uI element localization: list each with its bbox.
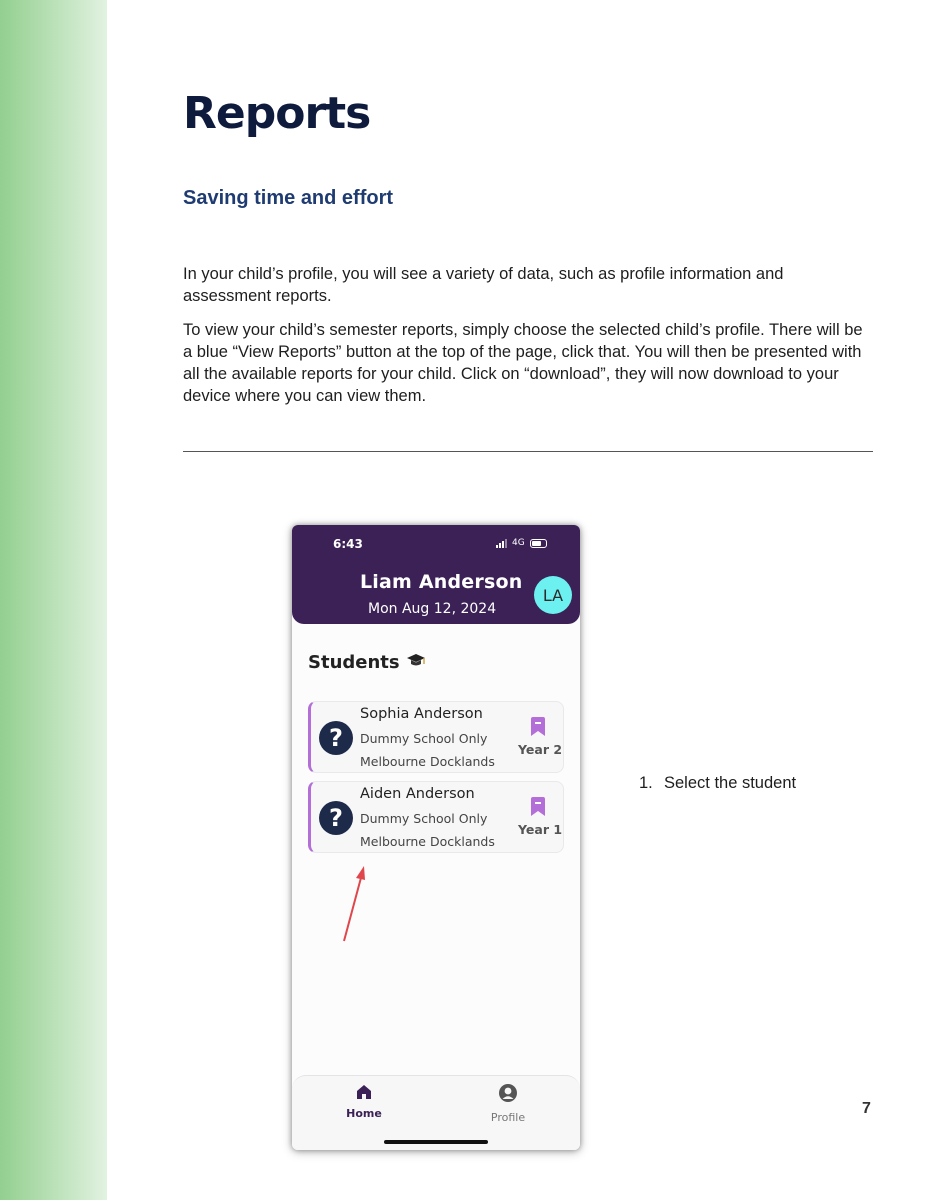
student-campus: Melbourne Docklands [360,834,495,849]
student-year: Year 1 [518,822,563,837]
help-circle-icon: ? [319,801,353,835]
bottom-nav [292,1075,580,1150]
help-circle-icon: ? [319,721,353,755]
student-school: Dummy School Only [360,731,488,746]
student-card-aiden[interactable] [308,781,564,853]
header-date: Mon Aug 12, 2024 [368,601,497,617]
status-indicators [496,538,547,548]
battery-icon [530,539,547,548]
students-heading-label: Students [308,652,400,673]
page-number: 7 [862,1100,871,1117]
page-title: Reports [183,88,371,139]
step-item [639,774,796,793]
student-school: Dummy School Only [360,811,488,826]
graduation-cap-icon [406,653,426,673]
decorative-side-band [0,0,107,1200]
nav-profile-label: Profile [490,1111,526,1124]
status-time: 6:43 [333,537,363,551]
student-campus: Melbourne Docklands [360,754,495,769]
annotation-arrow [332,860,372,945]
nav-home-label: Home [346,1107,382,1120]
student-name: Sophia Anderson [360,706,483,722]
user-circle-icon [498,1083,518,1103]
student-card-sophia[interactable] [308,701,564,773]
bookmark-icon [530,717,546,736]
steps-list [639,774,796,793]
signal-icon [496,539,507,548]
instructions-paragraph: To view your child’s semester reports, simply choose the selected child’s profile. There will be a blue “View Reports” button at the top of the page, click that. You will then be presented with all the available reports for your child. Click on “download”, they will now download to your device where you can view them. [183,321,863,405]
bookmark-icon [530,797,546,816]
home-icon [355,1083,373,1101]
user-name: Liam Anderson [360,571,523,593]
step-text: Select the student [664,774,797,792]
divider [183,451,873,452]
student-name: Aiden Anderson [360,786,475,802]
students-heading [308,652,426,673]
section-subtitle: Saving time and effort [183,187,394,209]
nav-profile-tab[interactable] [482,1083,534,1124]
avatar[interactable]: LA [534,576,572,614]
intro-paragraph: In your child’s profile, you will see a variety of data, such as profile information and assessment reports. [183,265,784,305]
nav-home-tab[interactable] [340,1083,388,1120]
network-type: 4G [512,538,525,548]
step-number: 1. [639,774,653,792]
student-year: Year 2 [518,742,563,757]
home-indicator [384,1140,488,1144]
app-screenshot [292,525,580,1150]
app-header [292,525,580,624]
